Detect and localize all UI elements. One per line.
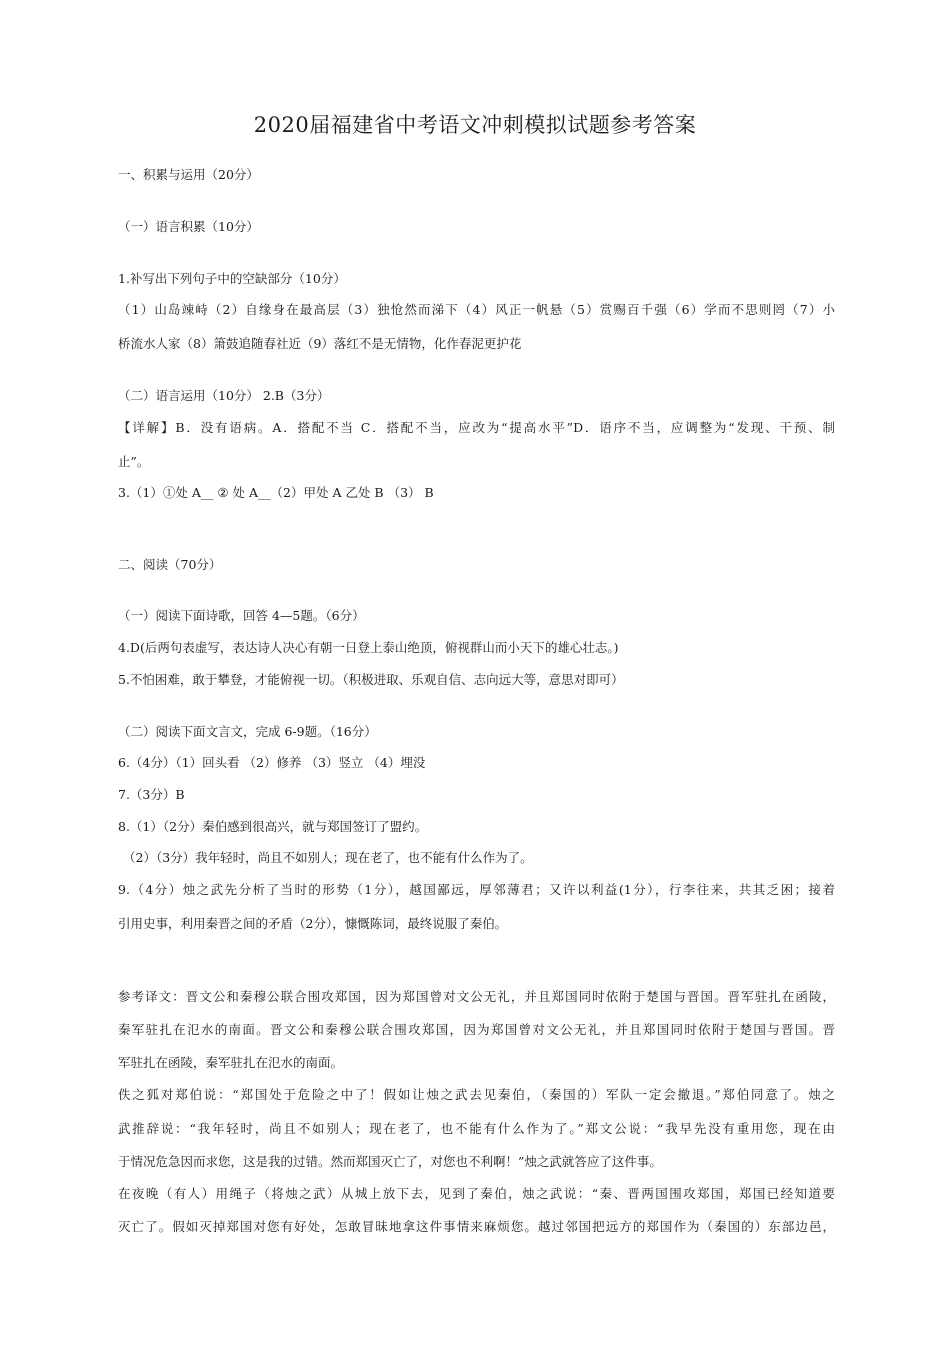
answer-line: 9.（4分）烛之武先分析了当时的形势（1分），越国鄙远，厚邻薄君；又许以利益(1分），行李往来，共其乏困；接着 [118, 882, 835, 897]
page-title: 2020届福建省中考语文冲刺模拟试题参考答案 [253, 113, 697, 137]
subsection-heading: （一）阅读下面诗歌，回答 4—5题。（6分） [118, 608, 365, 623]
translation-line: 于情况危急因而求您，这是我的过错。然而郑国灭亡了，对您也不利啊！”烛之武就答应了这件事。 [118, 1154, 662, 1169]
section-heading: 二、阅读（70分） [118, 557, 222, 572]
answer-line: 引用史事，利用秦晋之间的矛盾（2分），慷慨陈词，最终说服了秦伯。 [118, 916, 508, 931]
subsection-heading: （一）语言积累（10分） [118, 219, 259, 234]
subsection-heading: （二）阅读下面文言文，完成 6-9题。（16分） [118, 724, 377, 739]
subsection-heading: （二）语言运用（10分） 2.B（3分） [118, 388, 330, 403]
answer-line: 8.（1）（2分）秦伯感到很高兴，就与郑国签订了盟约。 [118, 819, 428, 834]
answer-line: 3.（1）①处 A__ ② 处 A__（2）甲处 A 乙处 B （3） B [118, 485, 434, 500]
translation-line: 在夜晚（有人）用绳子（将烛之武）从城上放下去，见到了秦伯，烛之武说：“秦、晋两国围攻郑国，郑国已经知道要 [118, 1186, 835, 1201]
answer-line: 7.（3分）B [118, 787, 185, 802]
translation-line: 武推辞说：“我年轻时，尚且不如别人；现在老了，也不能有什么作为了。”郑文公说：“我早先没有重用您，现在由 [118, 1121, 835, 1136]
translation-line: 参考译文：晋文公和秦穆公联合围攻郑国，因为郑国曾对文公无礼，并且郑国同时依附于楚国与晋国。晋军驻扎在函陵， [118, 989, 835, 1004]
answer-line: 4.D(后两句表虚写，表达诗人决心有朝一日登上泰山绝顶，俯视群山而小天下的雄心壮志。) [118, 640, 619, 655]
answer-line: 止”。 [118, 454, 150, 469]
answer-line: 桥流水人家（8）箫鼓追随春社近（9）落红不是无情物，化作春泥更护花 [118, 336, 522, 351]
translation-line: 灭亡了。假如灭掉郑国对您有好处，怎敢冒昧地拿这件事情来麻烦您。越过邻国把远方的郑国作为（秦国的）东部边邑， [118, 1219, 835, 1234]
answer-line: 6.（4分）（1）回头看 （2）修养 （3）竖立 （4）埋没 [118, 755, 426, 770]
answer-line: （1）山岛竦峙（2）自缘身在最高层（3）独怆然而涕下（4）风正一帆悬（5）赏赐百千强（6）学而不思则罔（7）小 [118, 302, 835, 317]
section-heading: 一、积累与运用（20分） [118, 167, 259, 182]
translation-line: 佚之狐对郑伯说：“郑国处于危险之中了！假如让烛之武去见秦伯，（秦国的）军队一定会撤退。”郑伯同意了。烛之 [118, 1087, 835, 1102]
answer-line: （2）（3分）我年轻时，尚且不如别人；现在老了，也不能有什么作为了。 [123, 850, 533, 865]
question-line: 1.补写出下列句子中的空缺部分（10分） [118, 271, 346, 286]
translation-line: 军驻扎在函陵，秦军驻扎在氾水的南面。 [118, 1055, 344, 1070]
answer-line: 5.不怕困难，敢于攀登，才能俯视一切。（积极进取、乐观自信、志向远大等，意思对即可） [118, 672, 624, 687]
answer-line: 【详解】B．没有语病。A．搭配不当 C．搭配不当，应改为“提高水平”D．语序不当，应调整为“发现、干预、制 [118, 420, 835, 435]
translation-line: 秦军驻扎在氾水的南面。晋文公和秦穆公联合围攻郑国，因为郑国曾对文公无礼，并且郑国同时依附于楚国与晋国。晋 [118, 1022, 835, 1037]
